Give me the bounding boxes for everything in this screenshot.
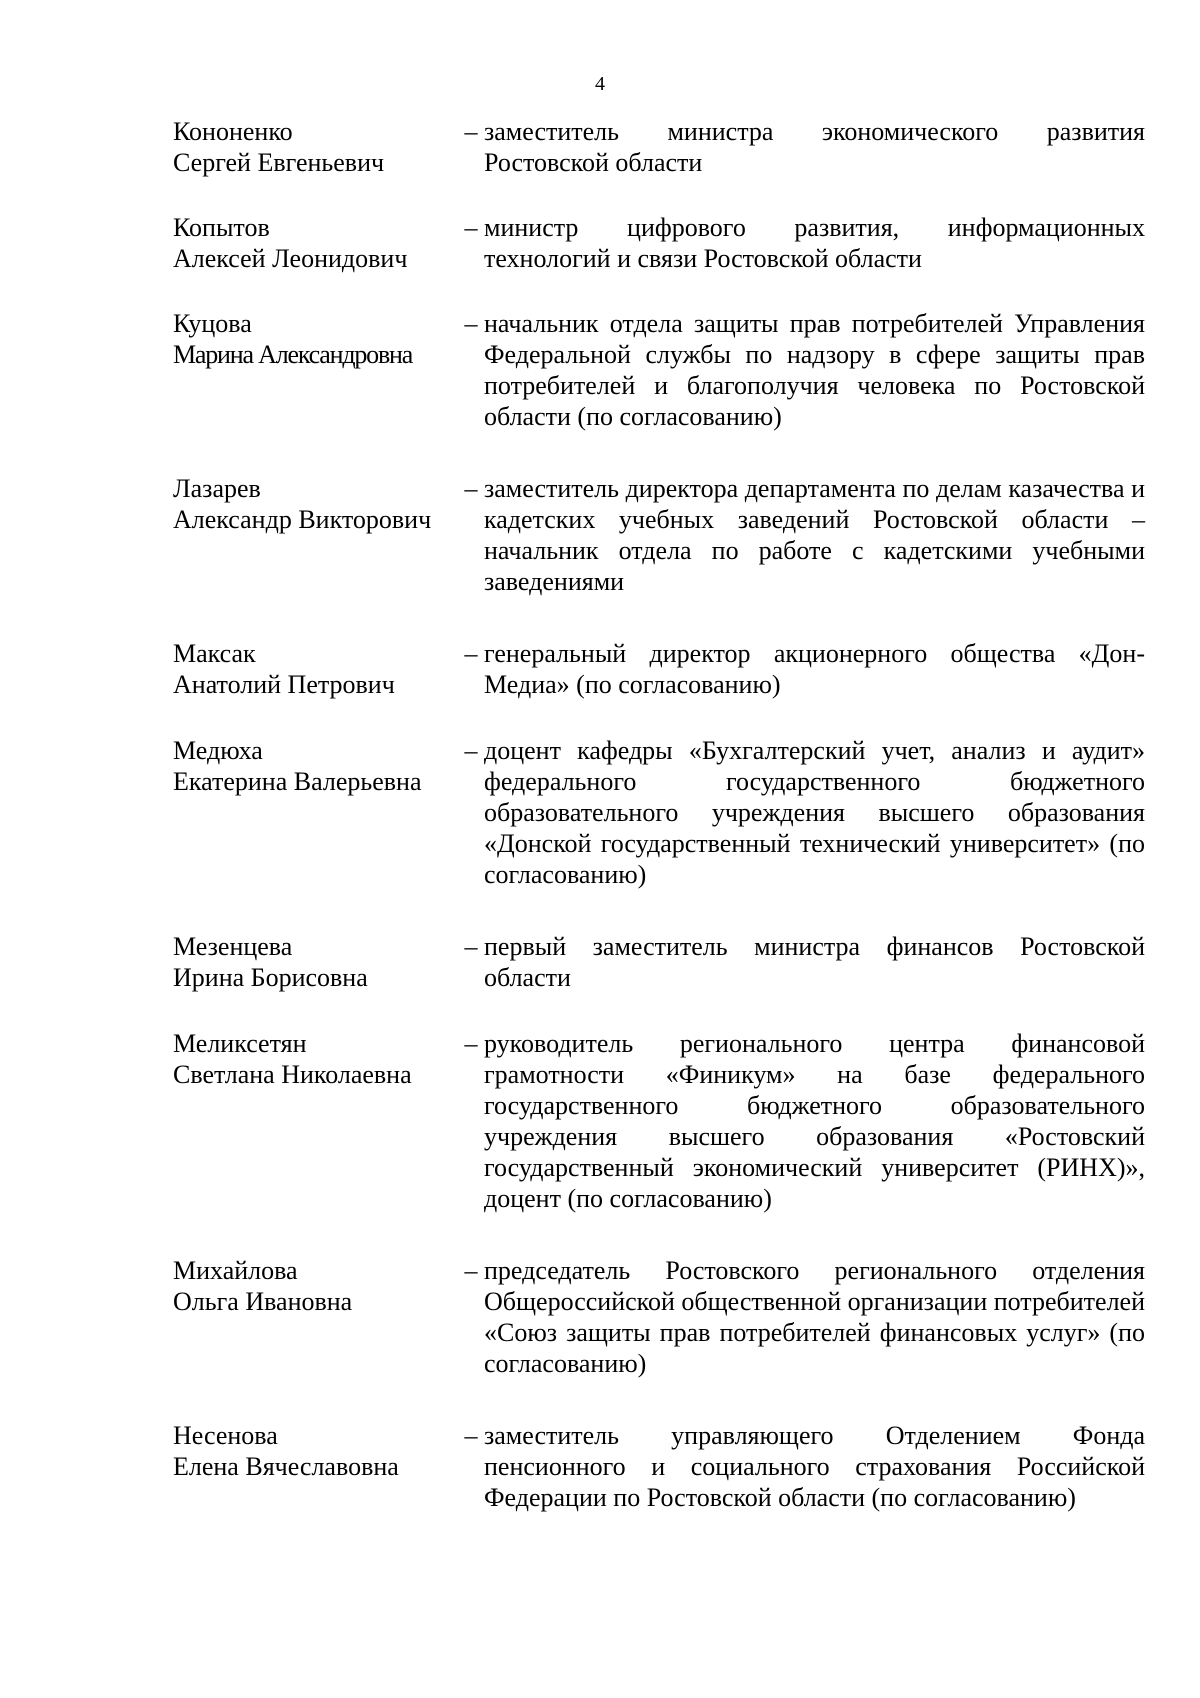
list-item xyxy=(173,308,1145,432)
member-given-names: Алексей Леонидович xyxy=(173,244,408,273)
list-item xyxy=(173,116,1145,178)
member-surname: Меликсетян xyxy=(173,1029,307,1058)
member-given-names: Екатерина Валерьевна xyxy=(173,767,422,796)
list-item xyxy=(173,212,1145,274)
dash-separator: – xyxy=(464,932,478,961)
member-surname: Медюха xyxy=(173,736,263,765)
list-item xyxy=(173,1420,1145,1513)
member-given-names: Ирина Борисовна xyxy=(173,963,368,992)
list-item xyxy=(173,1028,1145,1214)
member-given-names: Сергей Евгеньевич xyxy=(173,148,385,177)
member-surname: Лазарев xyxy=(173,474,261,503)
dash-separator: – xyxy=(464,1256,478,1285)
page-number: 4 xyxy=(595,73,605,95)
dash-separator: – xyxy=(464,1029,478,1058)
member-role: доцент кафедры «Бухгалтерский учет, анализ и аудит» федерального государственного бюджетного образовательного учреждения высшего образования «Донской государственный технический университет» (по согласованию) xyxy=(484,736,1145,889)
list-item xyxy=(173,473,1145,597)
member-name xyxy=(173,308,458,370)
member-role: заместитель директора департамента по делам казачества и кадетских учебных заведений Ростовской области – начальник отдела по работе с кадетскими учебными заведениями xyxy=(484,474,1145,596)
member-role: начальник отдела защиты прав потребителей Управления Федеральной службы по надзору в сфере защиты прав потребителей и благополучия человека по Ростовской области (по согласованию) xyxy=(484,309,1145,431)
member-name xyxy=(173,1028,458,1090)
list-item xyxy=(173,1255,1145,1379)
member-surname: Мезенцева xyxy=(173,932,293,961)
member-given-names: Светлана Николаевна xyxy=(173,1060,412,1089)
member-surname: Куцова xyxy=(173,309,252,338)
member-role: заместитель управляющего Отделением Фонда пенсионного и социального страхования Российской Федерации по Ростовской области (по согласованию) xyxy=(484,1421,1145,1512)
member-name xyxy=(173,116,458,178)
dash-separator: – xyxy=(464,309,478,338)
member-role: руководитель регионального центра финансовой грамотности «Финикум» на базе федерального государственного бюджетного образовательного учреждения высшего образования «Ростовский государственный экономический университет (РИНХ)», доцент (по согласованию) xyxy=(484,1029,1145,1213)
dash-separator: – xyxy=(464,639,478,668)
member-given-names: Елена Вячеславовна xyxy=(173,1452,399,1481)
member-name xyxy=(173,1255,458,1317)
member-role: министр цифрового развития, информационных технологий и связи Ростовской области xyxy=(484,213,1145,273)
member-role: генеральный директор акционерного общества «Дон-Медиа» (по согласованию) xyxy=(484,639,1145,699)
dash-separator: – xyxy=(464,1421,478,1450)
member-surname: Кононенко xyxy=(173,117,293,146)
member-role: председатель Ростовского регионального отделения Общероссийской общественной организации потребителей «Союз защиты прав потребителей финансовых услуг» (по согласованию) xyxy=(484,1256,1145,1378)
list-item xyxy=(173,931,1145,993)
list-item xyxy=(173,638,1145,700)
dash-separator: – xyxy=(464,213,478,242)
member-name xyxy=(173,735,458,797)
member-name xyxy=(173,212,458,274)
member-given-names: Анатолий Петрович xyxy=(173,670,395,699)
member-surname: Михайлова xyxy=(173,1256,298,1285)
dash-separator: – xyxy=(464,736,478,765)
member-given-names: Ольга Ивановна xyxy=(173,1287,353,1316)
member-surname: Несенова xyxy=(173,1421,278,1450)
member-surname: Копытов xyxy=(173,213,270,242)
member-name xyxy=(173,473,458,535)
member-given-names: Александр Викторович xyxy=(173,505,432,534)
member-list xyxy=(173,116,1145,1513)
member-given-names: Марина Александровна xyxy=(173,340,413,369)
member-name xyxy=(173,1420,458,1482)
member-name xyxy=(173,931,458,993)
member-role: первый заместитель министра финансов Ростовской области xyxy=(484,932,1145,992)
list-item xyxy=(173,735,1145,890)
member-surname: Максак xyxy=(173,639,256,668)
member-name xyxy=(173,638,458,700)
dash-separator: – xyxy=(464,117,478,146)
member-role: заместитель министра экономического развития Ростовской области xyxy=(484,117,1145,177)
dash-separator: – xyxy=(464,474,478,503)
